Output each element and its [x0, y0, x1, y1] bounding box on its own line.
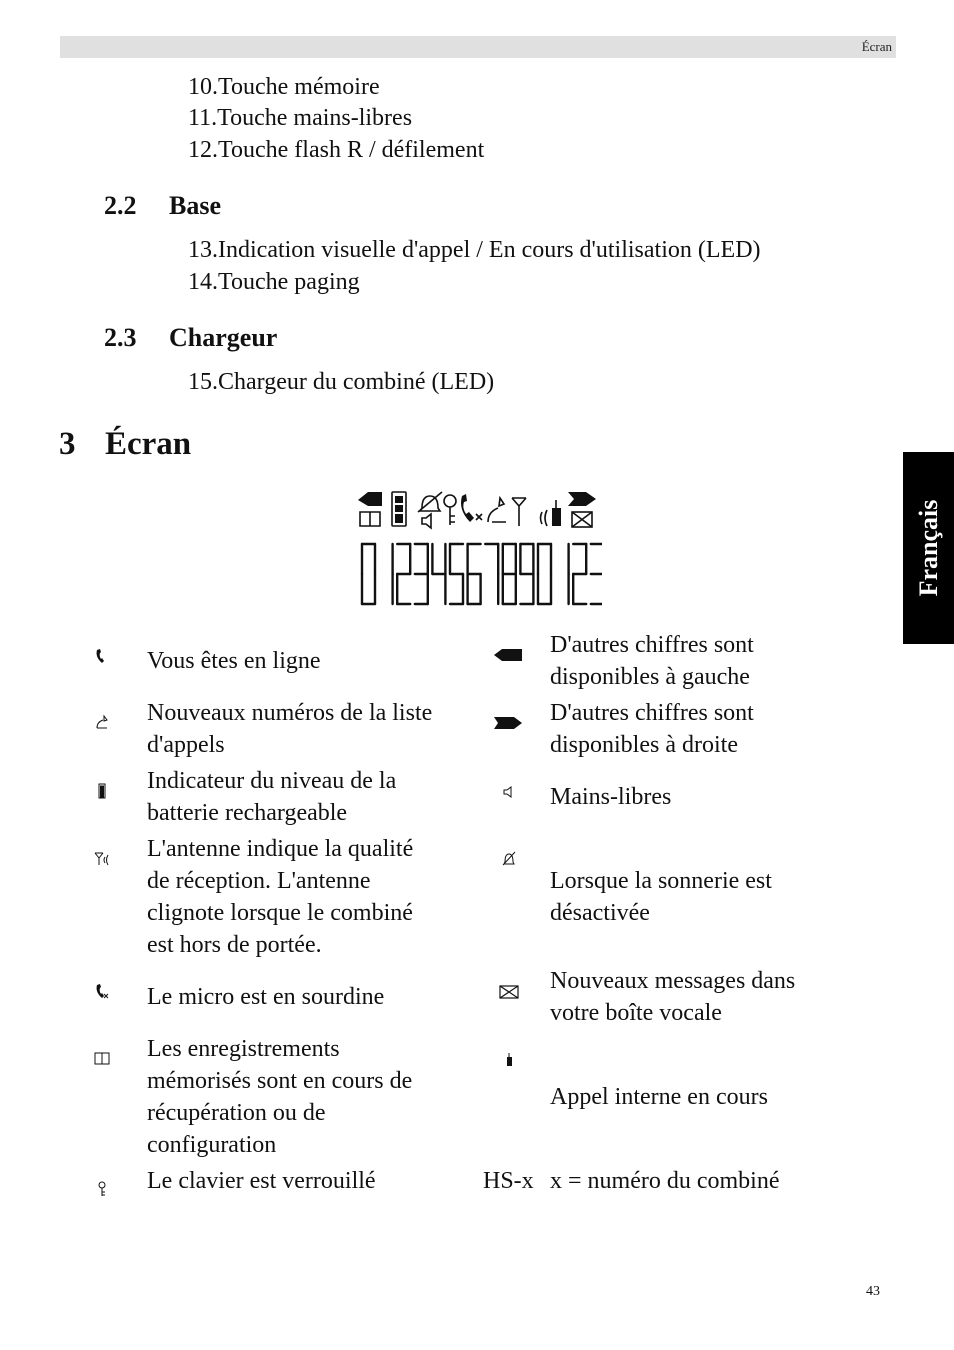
section-screen-title: Écran: [105, 426, 192, 462]
legend-voicemail: Nouveaux messages dans votre boîte vocale: [550, 968, 796, 1026]
section-screen-number: 3: [59, 426, 76, 462]
section-charger-title: Chargeur: [169, 323, 278, 352]
lcd-digit: [362, 544, 375, 604]
lcd-envelope-icon: [572, 512, 592, 527]
battery-icon: [94, 782, 110, 800]
list-item-flash-key: 12.Touche flash R / défilement: [188, 137, 485, 163]
legend-antenna: L'antenne indique la qualité de réception. L'antenne clignote lorsque le combiné est hors de portée.: [147, 836, 414, 958]
lcd-digit: [468, 544, 481, 604]
lcd-digit: [573, 544, 586, 604]
language-tab: [903, 452, 954, 644]
phonebook-icon: [94, 1049, 110, 1067]
new-calls-icon: [94, 713, 110, 731]
legend-ringer-off: Lorsque la sonnerie est désactivée: [550, 868, 772, 926]
lcd-digits: [362, 544, 602, 604]
speaker-icon: [501, 783, 517, 801]
legend-handset-number: x = numéro du combiné: [550, 1168, 780, 1194]
lcd-ringer-off-icon: [418, 492, 442, 512]
legend-battery: Indicateur du niveau de la batterie rechargeable: [147, 768, 397, 826]
page-number: 43: [866, 1284, 880, 1299]
header-bar: [60, 36, 896, 58]
lcd-mute-icon: [476, 514, 482, 520]
lcd-phonebook-icon: [360, 512, 380, 526]
legend-more-digits-right: D'autres chiffres sont disponibles à droite: [550, 700, 754, 758]
lcd-digit: [415, 544, 428, 604]
list-item-paging: 14.Touche paging: [188, 269, 360, 295]
internal-call-icon: [501, 1050, 517, 1068]
section-base-number: 2.2: [104, 191, 137, 220]
lcd-new-calls-icon: [488, 498, 506, 522]
list-item-handsfree-key: 11.Touche mains-libres: [188, 105, 413, 131]
list-item-memory-key: 10.Touche mémoire: [188, 74, 380, 100]
handset-number-label: HS-x: [483, 1168, 534, 1194]
lcd-arrow-right-icon: [568, 492, 596, 506]
lcd-battery-icon: [392, 492, 406, 526]
lcd-digit: [450, 544, 463, 604]
envelope-icon: [498, 983, 520, 1001]
lcd-digit: [538, 544, 551, 604]
legend-new-calls: Nouveaux numéros de la liste d'appels: [147, 700, 433, 758]
legend-mute: Le micro est en sourdine: [147, 984, 385, 1010]
list-item-charger: 15.Chargeur du combiné (LED): [188, 369, 495, 395]
lcd-internal-call-icon: [541, 500, 562, 526]
legend-internal-call: Appel interne en cours: [550, 1084, 768, 1110]
lcd-digit: [397, 544, 410, 604]
antenna-icon: [94, 849, 110, 867]
list-item-led: 13.Indication visuelle d'appel / En cours d'utilisation (LED): [188, 237, 761, 263]
lcd-handset-icon: [461, 494, 474, 522]
ringer-off-icon: [501, 850, 517, 868]
lcd-digit: [503, 544, 516, 604]
key-lock-icon: [94, 1180, 110, 1198]
section-charger-number: 2.3: [104, 323, 137, 352]
header-section-title: Écran: [861, 39, 892, 54]
lcd-display: [352, 488, 602, 608]
arrow-right-icon: [492, 714, 524, 732]
legend-phonebook: Les enregistrements mémorisés sont en cours de récupération ou de configuration: [147, 1036, 413, 1158]
language-tab-label: Français: [913, 499, 943, 597]
lcd-speaker-icon: [422, 514, 431, 528]
mute-icon: [94, 983, 110, 1001]
legend-more-digits-left: D'autres chiffres sont disponibles à gauche: [550, 632, 754, 690]
legend-keypad-locked: Le clavier est verrouillé: [147, 1168, 376, 1194]
lcd-digit: [591, 544, 602, 604]
section-base-title: Base: [169, 191, 221, 220]
legend-handsfree: Mains-libres: [550, 784, 672, 810]
lcd-arrow-left-icon: [358, 492, 382, 506]
lcd-key-icon: [444, 495, 456, 525]
lcd-digit: [485, 544, 498, 604]
lcd-digit: [520, 544, 533, 604]
lcd-digit: [432, 544, 445, 604]
legend-online: Vous êtes en ligne: [147, 648, 321, 674]
arrow-left-icon: [492, 646, 524, 664]
phone-handset-icon: [94, 648, 110, 666]
lcd-antenna-icon: [512, 498, 526, 526]
